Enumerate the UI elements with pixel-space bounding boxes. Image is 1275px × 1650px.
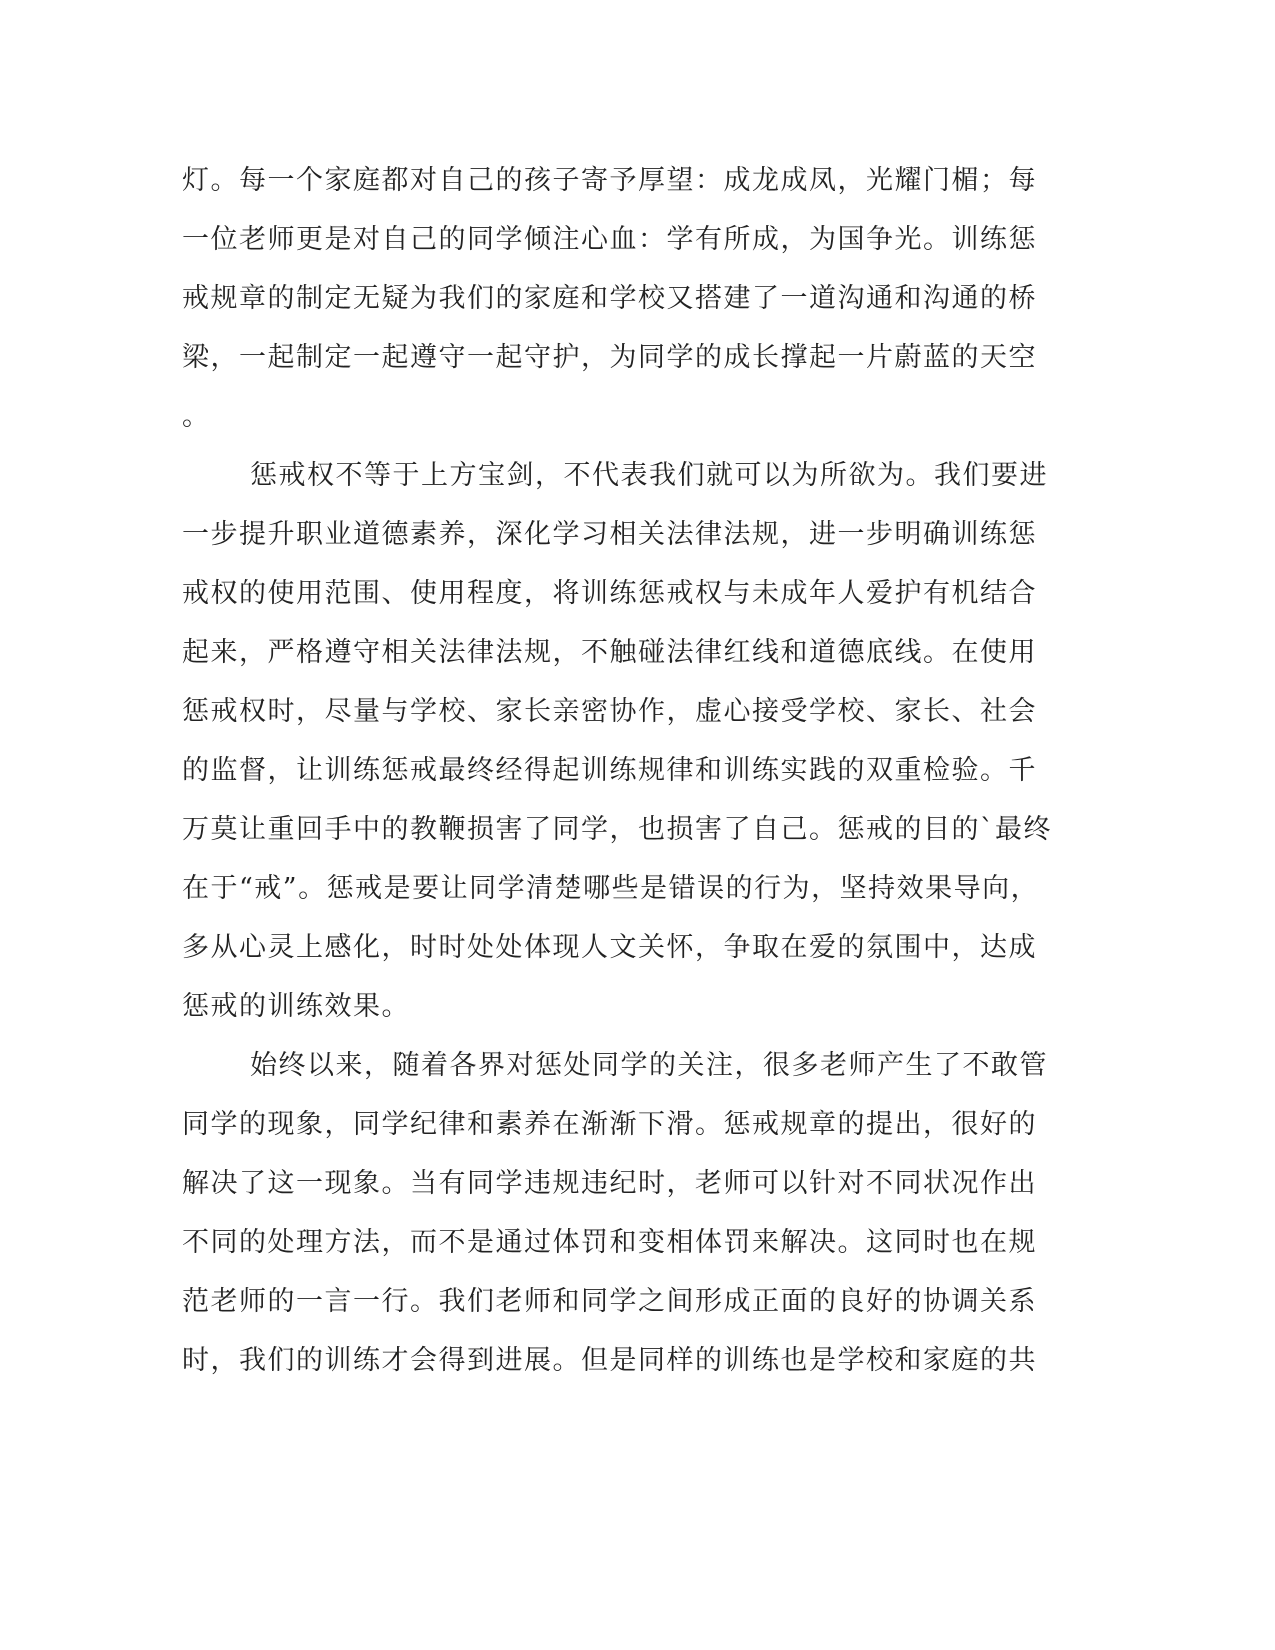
- text-line: 范老师的一言一行。我们老师和同学之间形成正面的良好的协调关系: [182, 1286, 1037, 1317]
- text-line: 万莫让重回手中的教鞭损害了同学，也损害了自己。惩戒的目的`最终: [182, 814, 1052, 845]
- text-line: 一步提升职业道德素养，深化学习相关法律法规，进一步明确训练惩: [182, 519, 1037, 550]
- text-line: 梁，一起制定一起遵守一起守护，为同学的成长撑起一片蔚蓝的天空: [182, 342, 1037, 373]
- text-line: 一位老师更是对自己的同学倾注心血：学有所成，为国争光。训练惩: [182, 224, 1037, 255]
- text-line: 灯。每一个家庭都对自己的孩子寄予厚望：成龙成凤，光耀门楣；每: [182, 165, 1037, 196]
- text-line: 多从心灵上感化，时时处处体现人文关怀，争取在爱的氛围中，达成: [182, 932, 1037, 963]
- text-line: 惩戒的训练效果。: [182, 991, 410, 1022]
- text-line: 。: [182, 401, 211, 432]
- text-line: 的监督，让训练惩戒最终经得起训练规律和训练实践的双重检验。千: [182, 755, 1037, 786]
- text-line: 时，我们的训练才会得到进展。但是同样的训练也是学校和家庭的共: [182, 1345, 1037, 1376]
- text-line: 始终以来，随着各界对惩处同学的关注，很多老师产生了不敢管: [250, 1050, 1048, 1081]
- text-line: 戒权的使用范围、使用程度，将训练惩戒权与未成年人爱护有机结合: [182, 578, 1037, 609]
- text-line: 惩戒权不等于上方宝剑，不代表我们就可以为所欲为。我们要进: [250, 460, 1048, 491]
- text-line: 不同的处理方法，而不是通过体罚和变相体罚来解决。这同时也在规: [182, 1227, 1037, 1258]
- text-line: 在于“戒”。惩戒是要让同学清楚哪些是错误的行为，坚持效果导向，: [182, 873, 1040, 904]
- text-line: 起来，严格遵守相关法律法规，不触碰法律红线和道德底线。在使用: [182, 637, 1037, 668]
- text-line: 解决了这一现象。当有同学违规违纪时，老师可以针对不同状况作出: [182, 1168, 1037, 1199]
- text-line: 同学的现象，同学纪律和素养在渐渐下滑。惩戒规章的提出，很好的: [182, 1109, 1037, 1140]
- text-line: 戒规章的制定无疑为我们的家庭和学校又搭建了一道沟通和沟通的桥: [182, 283, 1037, 314]
- text-line: 惩戒权时，尽量与学校、家长亲密协作，虚心接受学校、家长、社会: [182, 696, 1037, 727]
